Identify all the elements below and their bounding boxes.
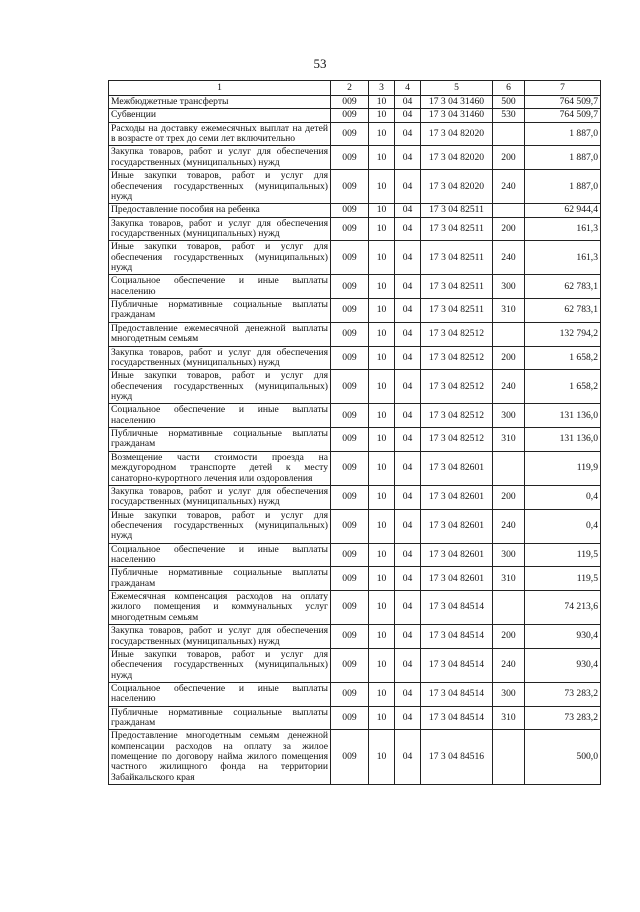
section-cell: 10: [369, 567, 395, 591]
section-cell: 10: [369, 591, 395, 625]
target-article-cell: 17 3 04 82020: [421, 170, 493, 204]
subsection-cell: 04: [395, 451, 421, 485]
subsection-cell: 04: [395, 567, 421, 591]
row-name-cell: Публичные нормативные социальные выплаты гражданам: [109, 299, 331, 323]
target-article-cell: 17 3 04 82601: [421, 485, 493, 509]
section-cell: 10: [369, 217, 395, 241]
amount-cell: 132 794,2: [525, 322, 601, 346]
section-cell: 10: [369, 543, 395, 567]
column-header: 6: [493, 81, 525, 96]
column-header: 4: [395, 81, 421, 96]
admin-code-cell: 009: [331, 648, 369, 682]
subsection-cell: 04: [395, 682, 421, 706]
table-row: [109, 485, 601, 509]
row-name-cell: Предоставление пособия на ребенка: [109, 204, 331, 217]
target-article-cell: 17 3 04 82511: [421, 275, 493, 299]
table-row: [109, 322, 601, 346]
amount-cell: 73 283,2: [525, 706, 601, 730]
expense-type-cell: 300: [493, 682, 525, 706]
amount-cell: 62 944,4: [525, 204, 601, 217]
subsection-cell: 04: [395, 428, 421, 452]
section-cell: 10: [369, 241, 395, 275]
table-row: [109, 543, 601, 567]
row-name-cell: Иные закупки товаров, работ и услуг для обеспечения государственных (муниципальных) нужд: [109, 241, 331, 275]
admin-code-cell: 009: [331, 146, 369, 170]
table-row: [109, 625, 601, 649]
subsection-cell: 04: [395, 146, 421, 170]
row-name-cell: Предоставление многодетным семьям денежной компенсации расходов на оплату за жилое помещение по договору найма жилого помещения частного жилищного фонда на территории Забайкальского края: [109, 730, 331, 785]
admin-code-cell: 009: [331, 485, 369, 509]
expense-type-cell: 200: [493, 625, 525, 649]
column-header: 5: [421, 81, 493, 96]
target-article-cell: 17 3 04 84514: [421, 591, 493, 625]
admin-code-cell: 009: [331, 241, 369, 275]
target-article-cell: 17 3 04 84514: [421, 706, 493, 730]
target-article-cell: 17 3 04 82601: [421, 567, 493, 591]
page-number: 53: [313, 56, 327, 71]
expense-type-cell: [493, 591, 525, 625]
section-cell: 10: [369, 625, 395, 649]
table-row: [109, 648, 601, 682]
subsection-cell: 04: [395, 299, 421, 323]
row-name-cell: Социальное обеспечение и иные выплаты населению: [109, 404, 331, 428]
target-article-cell: 17 3 04 82020: [421, 122, 493, 146]
section-cell: 10: [369, 170, 395, 204]
section-cell: 10: [369, 509, 395, 543]
admin-code-cell: 009: [331, 217, 369, 241]
expense-type-cell: [493, 322, 525, 346]
section-cell: 10: [369, 428, 395, 452]
amount-cell: 500,0: [525, 730, 601, 785]
admin-code-cell: 009: [331, 370, 369, 404]
target-article-cell: 17 3 04 31460: [421, 109, 493, 122]
subsection-cell: 04: [395, 96, 421, 109]
amount-cell: 119,9: [525, 451, 601, 485]
expense-type-cell: 310: [493, 299, 525, 323]
expense-type-cell: 240: [493, 370, 525, 404]
subsection-cell: 04: [395, 204, 421, 217]
section-cell: 10: [369, 275, 395, 299]
target-article-cell: 17 3 04 31460: [421, 96, 493, 109]
target-article-cell: 17 3 04 82511: [421, 217, 493, 241]
row-name-cell: Публичные нормативные социальные выплаты гражданам: [109, 706, 331, 730]
subsection-cell: 04: [395, 509, 421, 543]
amount-cell: 930,4: [525, 625, 601, 649]
admin-code-cell: 009: [331, 625, 369, 649]
admin-code-cell: 009: [331, 170, 369, 204]
section-cell: 10: [369, 485, 395, 509]
table-row: [109, 370, 601, 404]
expense-type-cell: [493, 204, 525, 217]
table-row: [109, 706, 601, 730]
admin-code-cell: 009: [331, 706, 369, 730]
expense-type-cell: 200: [493, 146, 525, 170]
section-cell: 10: [369, 96, 395, 109]
admin-code-cell: 009: [331, 404, 369, 428]
table-row: [109, 404, 601, 428]
admin-code-cell: 009: [331, 730, 369, 785]
row-name-cell: Публичные нормативные социальные выплаты гражданам: [109, 428, 331, 452]
target-article-cell: 17 3 04 82511: [421, 241, 493, 275]
subsection-cell: 04: [395, 485, 421, 509]
table-body: [109, 96, 601, 785]
target-article-cell: 17 3 04 84514: [421, 648, 493, 682]
row-name-cell: Закупка товаров, работ и услуг для обеспечения государственных (муниципальных) нужд: [109, 346, 331, 370]
table-row: [109, 275, 601, 299]
amount-cell: 62 783,1: [525, 275, 601, 299]
section-cell: 10: [369, 122, 395, 146]
table-row: [109, 730, 601, 785]
expense-type-cell: 200: [493, 346, 525, 370]
target-article-cell: 17 3 04 82511: [421, 204, 493, 217]
subsection-cell: 04: [395, 322, 421, 346]
table-row: [109, 170, 601, 204]
expense-type-cell: 310: [493, 428, 525, 452]
target-article-cell: 17 3 04 82020: [421, 146, 493, 170]
subsection-cell: 04: [395, 730, 421, 785]
section-cell: 10: [369, 451, 395, 485]
row-name-cell: Расходы на доставку ежемесячных выплат на детей в возрасте от трех до семи лет включительно: [109, 122, 331, 146]
admin-code-cell: 009: [331, 299, 369, 323]
expense-type-cell: 200: [493, 485, 525, 509]
amount-cell: 1 658,2: [525, 346, 601, 370]
table-row: [109, 122, 601, 146]
subsection-cell: 04: [395, 109, 421, 122]
expense-type-cell: [493, 451, 525, 485]
amount-cell: 1 887,0: [525, 146, 601, 170]
section-cell: 10: [369, 299, 395, 323]
amount-cell: 119,5: [525, 567, 601, 591]
subsection-cell: 04: [395, 275, 421, 299]
table-row: [109, 146, 601, 170]
target-article-cell: 17 3 04 82601: [421, 543, 493, 567]
table-row: [109, 428, 601, 452]
budget-table: [108, 80, 601, 785]
admin-code-cell: 009: [331, 346, 369, 370]
section-cell: 10: [369, 370, 395, 404]
target-article-cell: 17 3 04 82512: [421, 404, 493, 428]
admin-code-cell: 009: [331, 543, 369, 567]
target-article-cell: 17 3 04 82512: [421, 370, 493, 404]
amount-cell: 119,5: [525, 543, 601, 567]
admin-code-cell: 009: [331, 591, 369, 625]
table-row: [109, 96, 601, 109]
section-cell: 10: [369, 404, 395, 428]
target-article-cell: 17 3 04 82601: [421, 509, 493, 543]
subsection-cell: 04: [395, 591, 421, 625]
subsection-cell: 04: [395, 217, 421, 241]
row-name-cell: Иные закупки товаров, работ и услуг для обеспечения государственных (муниципальных) нужд: [109, 370, 331, 404]
amount-cell: 74 213,6: [525, 591, 601, 625]
row-name-cell: Закупка товаров, работ и услуг для обеспечения государственных (муниципальных) нужд: [109, 625, 331, 649]
row-name-cell: Ежемесячная компенсация расходов на оплату жилого помещения и коммунальных услуг многодетным семьям: [109, 591, 331, 625]
admin-code-cell: 009: [331, 204, 369, 217]
amount-cell: 161,3: [525, 217, 601, 241]
table-row: [109, 509, 601, 543]
amount-cell: 1 887,0: [525, 170, 601, 204]
table-row: [109, 346, 601, 370]
table-row: [109, 682, 601, 706]
table-row: [109, 109, 601, 122]
expense-type-cell: 300: [493, 275, 525, 299]
target-article-cell: 17 3 04 82512: [421, 346, 493, 370]
section-cell: 10: [369, 648, 395, 682]
subsection-cell: 04: [395, 706, 421, 730]
admin-code-cell: 009: [331, 109, 369, 122]
amount-cell: 131 136,0: [525, 404, 601, 428]
section-cell: 10: [369, 204, 395, 217]
subsection-cell: 04: [395, 122, 421, 146]
subsection-cell: 04: [395, 241, 421, 275]
amount-cell: 0,4: [525, 485, 601, 509]
table-row: [109, 217, 601, 241]
target-article-cell: 17 3 04 82511: [421, 299, 493, 323]
row-name-cell: Социальное обеспечение и иные выплаты населению: [109, 543, 331, 567]
row-name-cell: Публичные нормативные социальные выплаты гражданам: [109, 567, 331, 591]
admin-code-cell: 009: [331, 509, 369, 543]
row-name-cell: Социальное обеспечение и иные выплаты населению: [109, 682, 331, 706]
expense-type-cell: 300: [493, 543, 525, 567]
row-name-cell: Межбюджетные трансферты: [109, 96, 331, 109]
row-name-cell: Субвенции: [109, 109, 331, 122]
section-cell: 10: [369, 706, 395, 730]
expense-type-cell: 240: [493, 648, 525, 682]
target-article-cell: 17 3 04 82601: [421, 451, 493, 485]
expense-type-cell: 240: [493, 509, 525, 543]
row-name-cell: Закупка товаров, работ и услуг для обеспечения государственных (муниципальных) нужд: [109, 217, 331, 241]
admin-code-cell: 009: [331, 96, 369, 109]
admin-code-cell: 009: [331, 451, 369, 485]
expense-type-cell: 200: [493, 217, 525, 241]
target-article-cell: 17 3 04 84514: [421, 682, 493, 706]
section-cell: 10: [369, 322, 395, 346]
expense-type-cell: 500: [493, 96, 525, 109]
amount-cell: 131 136,0: [525, 428, 601, 452]
row-name-cell: Закупка товаров, работ и услуг для обеспечения государственных (муниципальных) нужд: [109, 485, 331, 509]
table-header-row: [109, 81, 601, 96]
amount-cell: 0,4: [525, 509, 601, 543]
row-name-cell: Возмещение части стоимости проезда на междугородном транспорте детей к месту санаторно-курортного лечения или оздоровления: [109, 451, 331, 485]
row-name-cell: Закупка товаров, работ и услуг для обеспечения государственных (муниципальных) нужд: [109, 146, 331, 170]
section-cell: 10: [369, 146, 395, 170]
table-row: [109, 591, 601, 625]
section-cell: 10: [369, 109, 395, 122]
table-row: [109, 451, 601, 485]
expense-type-cell: [493, 122, 525, 146]
table-row: [109, 567, 601, 591]
column-header: 1: [109, 81, 331, 96]
row-name-cell: Иные закупки товаров, работ и услуг для обеспечения государственных (муниципальных) нужд: [109, 509, 331, 543]
expense-type-cell: 310: [493, 706, 525, 730]
table-row: [109, 241, 601, 275]
table-row: [109, 204, 601, 217]
admin-code-cell: 009: [331, 682, 369, 706]
expense-type-cell: 310: [493, 567, 525, 591]
row-name-cell: Предоставление ежемесячной денежной выплаты многодетным семьям: [109, 322, 331, 346]
target-article-cell: 17 3 04 82512: [421, 428, 493, 452]
amount-cell: 1 658,2: [525, 370, 601, 404]
amount-cell: 73 283,2: [525, 682, 601, 706]
target-article-cell: 17 3 04 82512: [421, 322, 493, 346]
subsection-cell: 04: [395, 404, 421, 428]
row-name-cell: Иные закупки товаров, работ и услуг для обеспечения государственных (муниципальных) нужд: [109, 170, 331, 204]
admin-code-cell: 009: [331, 428, 369, 452]
target-article-cell: 17 3 04 84514: [421, 625, 493, 649]
section-cell: 10: [369, 682, 395, 706]
amount-cell: 764 509,7: [525, 109, 601, 122]
subsection-cell: 04: [395, 543, 421, 567]
table-row: [109, 299, 601, 323]
row-name-cell: Иные закупки товаров, работ и услуг для обеспечения государственных (муниципальных) нужд: [109, 648, 331, 682]
expense-type-cell: 530: [493, 109, 525, 122]
subsection-cell: 04: [395, 170, 421, 204]
admin-code-cell: 009: [331, 275, 369, 299]
expense-type-cell: 240: [493, 170, 525, 204]
expense-type-cell: 240: [493, 241, 525, 275]
amount-cell: 161,3: [525, 241, 601, 275]
amount-cell: 62 783,1: [525, 299, 601, 323]
column-header: 3: [369, 81, 395, 96]
subsection-cell: 04: [395, 370, 421, 404]
subsection-cell: 04: [395, 648, 421, 682]
subsection-cell: 04: [395, 346, 421, 370]
expense-type-cell: [493, 730, 525, 785]
section-cell: 10: [369, 730, 395, 785]
column-header: 2: [331, 81, 369, 96]
target-article-cell: 17 3 04 84516: [421, 730, 493, 785]
amount-cell: 1 887,0: [525, 122, 601, 146]
amount-cell: 930,4: [525, 648, 601, 682]
subsection-cell: 04: [395, 625, 421, 649]
amount-cell: 764 509,7: [525, 96, 601, 109]
expense-type-cell: 300: [493, 404, 525, 428]
admin-code-cell: 009: [331, 322, 369, 346]
row-name-cell: Социальное обеспечение и иные выплаты населению: [109, 275, 331, 299]
admin-code-cell: 009: [331, 567, 369, 591]
section-cell: 10: [369, 346, 395, 370]
column-header: 7: [525, 81, 601, 96]
admin-code-cell: 009: [331, 122, 369, 146]
